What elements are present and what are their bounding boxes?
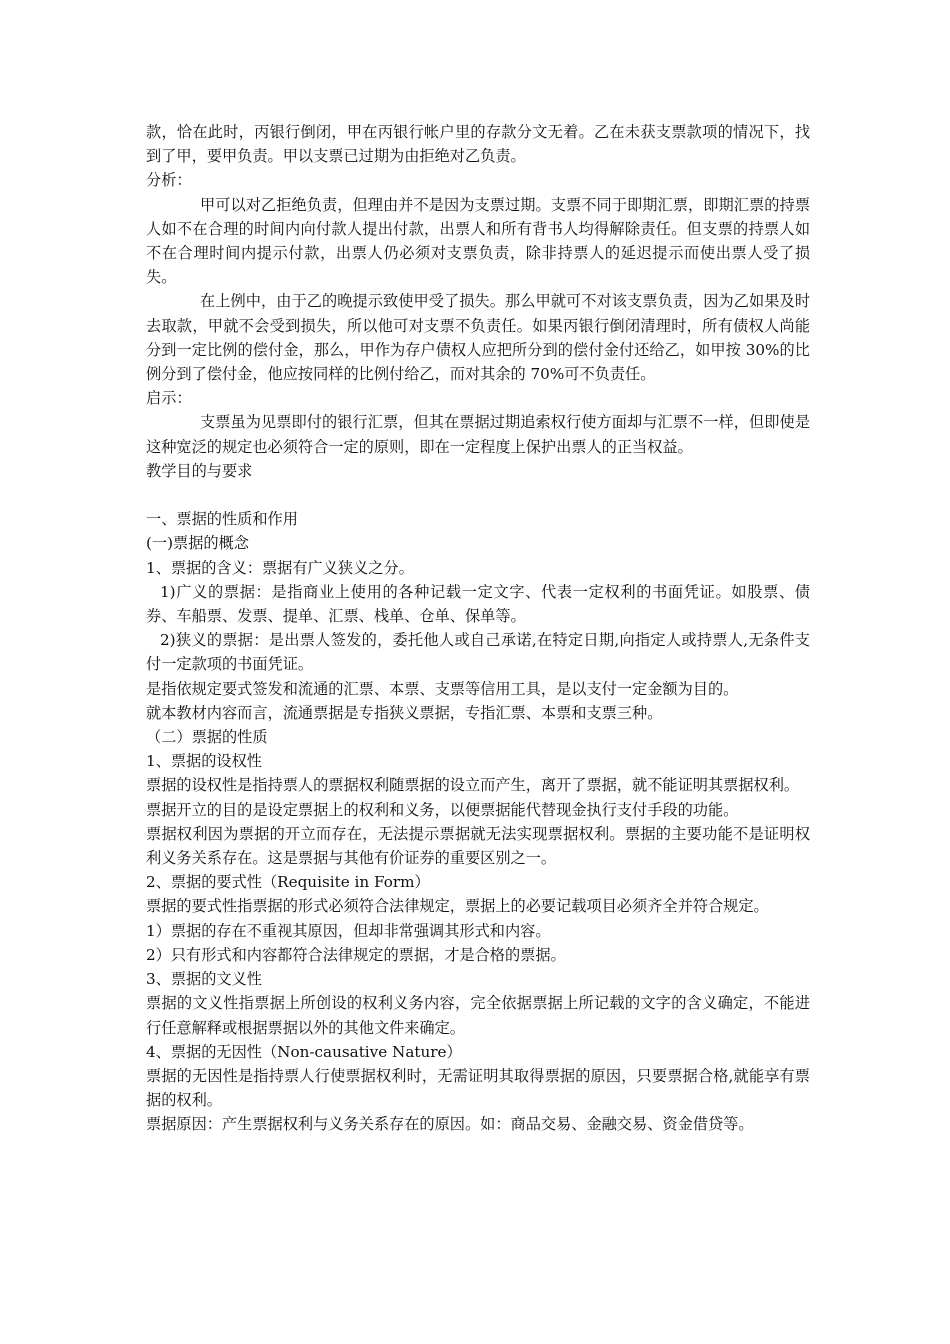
item-requisite-1: 1）票据的存在不重视其原因，但却非常强调其形式和内容。 xyxy=(146,921,551,940)
paragraph-narrow-detail: 是指依规定要式签发和流通的汇票、本票、支票等信用工具，是以支付一定金额为目的。 xyxy=(146,679,739,698)
document-page xyxy=(146,120,810,1137)
paragraph-right-creating-3: 票据权利因为票据的开立而存在，无法提示票据就无法实现票据权利。票据的主要功能不是证明权利义务关系存在。这是票据与其他有价证券的重要区别之一。 xyxy=(146,824,810,868)
paragraph-bill-cause: 票据原因：产生票据权利与义务关系存在的原因。如：商品交易、金融交易、资金借贷等。 xyxy=(146,1115,754,1134)
item-heading-requisite-form: 2、票据的要式性（Requisite in Form） xyxy=(146,873,430,892)
subsection-heading-concept: (一)票据的概念 xyxy=(146,534,249,553)
paragraph-right-creating-2: 票据开立的目的是设定票据上的权利和义务，以便票据能代替现金执行支付手段的功能。 xyxy=(146,800,739,819)
subsection-heading-nature: （二）票据的性质 xyxy=(146,728,268,747)
paragraph-non-causative: 票据的无因性是指持票人行使票据权利时，无需证明其取得票据的原因，只要票据合格,就能享有票据的权利。 xyxy=(146,1066,810,1110)
item-meaning: 1、票据的含义：票据有广义狭义之分。 xyxy=(146,558,414,577)
paragraph-right-creating-1: 票据的设权性是指持票人的票据权利随票据的设立而产生，离开了票据，就不能证明其票据权利。 xyxy=(146,776,800,795)
heading-analysis: 分析： xyxy=(146,171,192,190)
heading-insight: 启示： xyxy=(146,389,192,408)
item-heading-literal: 3、票据的文义性 xyxy=(146,970,262,989)
heading-teaching-goals: 教学目的与要求 xyxy=(146,461,253,480)
paragraph-analysis-2: 在上例中，由于乙的晚提示致使甲受了损失。那么甲就可不对该支票负责，因为乙如果及时去取款，甲就不会受到损失，所以他可对支票不负责任。如果丙银行倒闭清理时，所有债权人尚能分到一定比例的偿付金，那么，甲作为存户债权人应把所分到的偿付金付还给乙，如甲按 30%的比例分到了偿付金，他应按同样的比例付给乙，而对其余的 70%可不负责任。 xyxy=(146,292,810,384)
blank-line xyxy=(146,483,810,507)
paragraph-requisite-form: 票据的要式性指票据的形式必须符合法律规定，票据上的必要记载项目必须齐全并符合规定。 xyxy=(146,897,769,916)
paragraph-case-continued: 款，恰在此时，丙银行倒闭，甲在丙银行帐户里的存款分文无着。乙在未获支票款项的情况下，找到了甲，要甲负责。甲以支票已过期为由拒绝对乙负责。 xyxy=(146,123,810,166)
item-broad-definition: 1)广义的票据：是指商业上使用的各种记载一定文字、代表一定权利的书面凭证。如股票、债券、车船票、发票、提单、汇票、栈单、仓单、保单等。 xyxy=(146,582,810,626)
item-heading-right-creating: 1、票据的设权性 xyxy=(146,752,262,771)
item-narrow-definition: 2)狭义的票据：是出票人签发的，委托他人或自己承诺,在特定日期,向指定人或持票人,无条件支付一定款项的书面凭证。 xyxy=(146,631,810,674)
paragraph-scope: 就本教材内容而言，流通票据是专指狭义票据，专指汇票、本票和支票三种。 xyxy=(146,703,663,722)
paragraph-analysis-1: 甲可以对乙拒绝负责，但理由并不是因为支票过期。支票不同于即期汇票，即期汇票的持票人如不在合理的时间内向付款人提出付款，出票人和所有背书人均得解除责任。但支票的持票人如不在合理时间内提示付款，出票人仍必须对支票负责，除非持票人的延迟提示而使出票人受了损失。 xyxy=(146,195,810,287)
paragraph-literal: 票据的文义性指票据上所创设的权利义务内容，完全依据票据上所记载的文字的含义确定，不能进行任意解释或根据票据以外的其他文件来确定。 xyxy=(146,994,810,1037)
paragraph-insight: 支票虽为见票即付的银行汇票，但其在票据过期追索权行使方面却与汇票不一样，但即使是这种宽泛的规定也必须符合一定的原则，即在一定程度上保护出票人的正当权益。 xyxy=(146,413,810,456)
item-requisite-2: 2）只有形式和内容都符合法律规定的票据，才是合格的票据。 xyxy=(146,945,566,964)
section-heading-1: 一、票据的性质和作用 xyxy=(146,510,298,529)
item-heading-non-causative: 4、票据的无因性（Non-causative Nature） xyxy=(146,1042,462,1061)
